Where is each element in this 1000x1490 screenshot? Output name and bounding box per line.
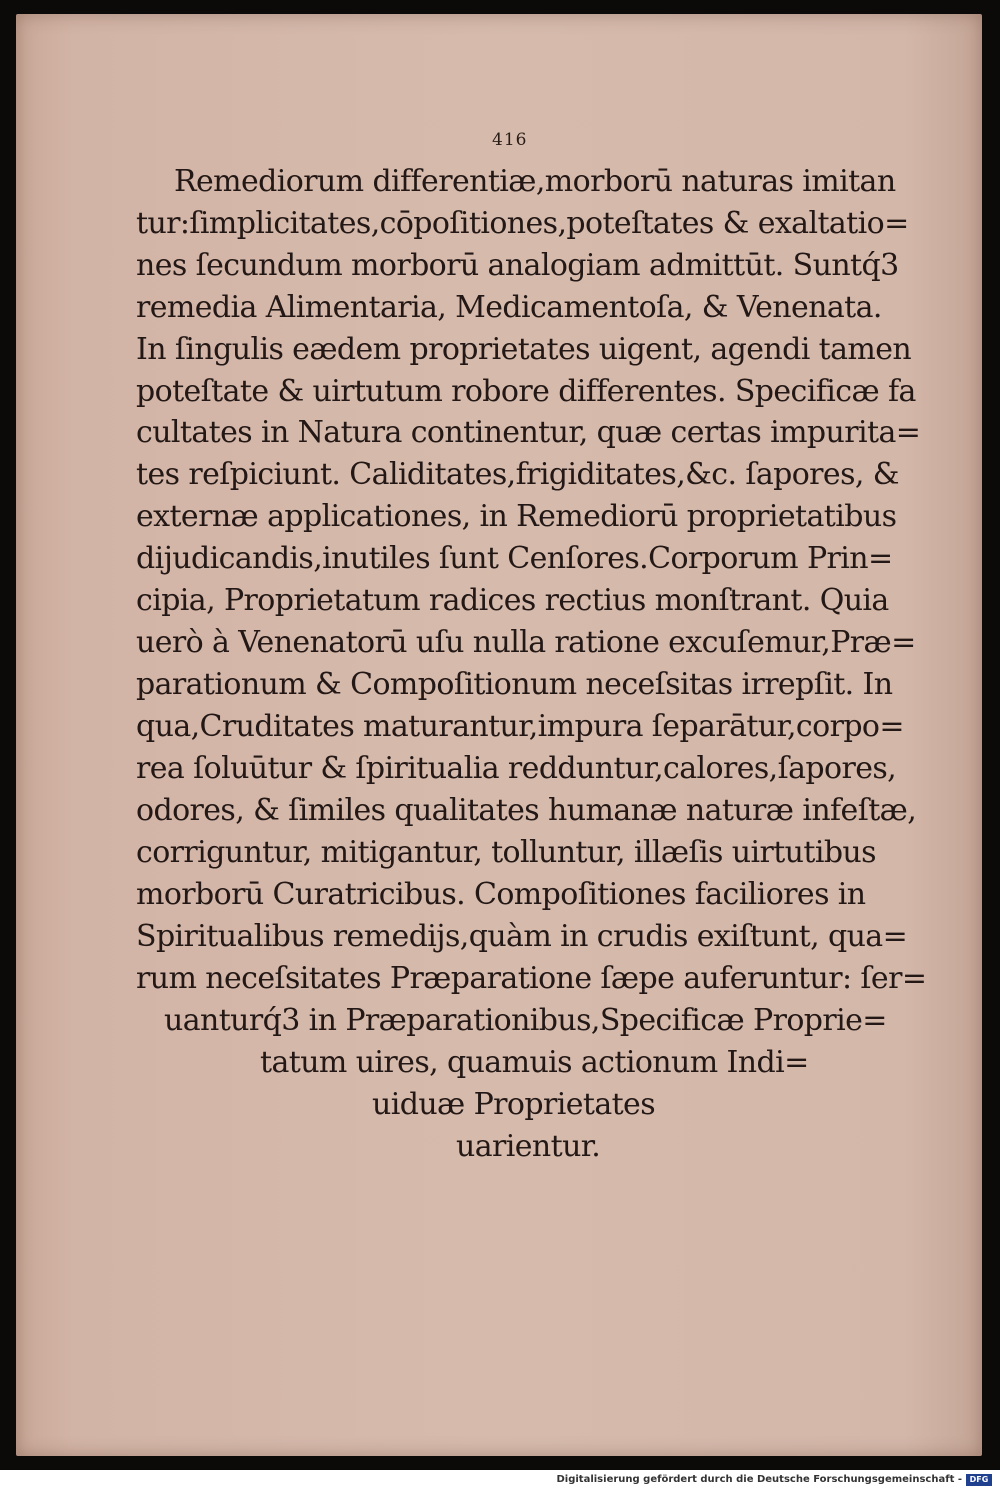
- text-line: uerò à Venenatorū uſu nulla ratione excuſemur,Præ=: [136, 625, 916, 660]
- text-line: uiduæ Proprietates: [372, 1087, 656, 1122]
- text-line: rea ſoluūtur & ſpiritualia redduntur,calores,ſapores,: [136, 751, 897, 786]
- page-number: 416: [492, 130, 528, 150]
- text-line: dijudicandis,inutiles ſunt Cenſores.Corporum Prin=: [136, 541, 893, 576]
- text-line: cipia, Proprietatum radices rectius monſtrant. Quia: [136, 583, 889, 618]
- dfg-logo: DFG: [966, 1474, 992, 1486]
- text-line: remedia Alimentaria, Medicamentoſa, & Venenata.: [136, 290, 882, 325]
- text-line: uarientur.: [456, 1129, 601, 1164]
- text-line: corriguntur, mitigantur, tolluntur, illæſis uirtutibus: [136, 835, 876, 870]
- text-line: tur:ſimplicitates,cōpoſitiones,poteſtates & exaltatio=: [136, 206, 909, 241]
- text-line: tatum uires, quamuis actionum Indi=: [260, 1045, 809, 1080]
- text-line: poteſtate & uirtutum robore differentes. Specificæ fa: [136, 374, 916, 409]
- text-line: In ſingulis eædem proprietates uigent, agendi tamen: [136, 332, 912, 367]
- text-line: externæ applicationes, in Remediorū proprietatibus: [136, 499, 897, 534]
- text-line: parationum & Compoſitionum neceſsitas irrepſit. In: [136, 667, 893, 702]
- text-line: qua,Cruditates maturantur,impura ſeparātur,corpo=: [136, 709, 904, 744]
- text-line: uanturq́3 in Præparationibus,Specificæ Proprie=: [164, 1003, 887, 1038]
- footer-bar: [0, 1470, 1000, 1490]
- text-line: cultates in Natura continentur, quæ certas impurita=: [136, 415, 921, 450]
- text-line: Remediorum differentiæ,morborū naturas imitan: [174, 164, 896, 199]
- text-line: morborū Curatricibus. Compoſitiones faciliores in: [136, 877, 866, 912]
- book-page: [16, 14, 982, 1456]
- text-line: rum neceſsitates Præparatione ſæpe auferuntur: ſer=: [136, 961, 927, 996]
- text-line: tes reſpiciunt. Caliditates,frigiditates,&c. ſapores, &: [136, 457, 899, 492]
- text-line: odores, & ſimiles qualitates humanæ naturæ infeſtæ,: [136, 793, 917, 828]
- funding-notice: Digitalisierung gefördert durch die Deutsche Forschungsgemeinschaft -: [556, 1474, 962, 1485]
- text-line: Spiritualibus remedijs,quàm in crudis exiſtunt, qua=: [136, 919, 908, 954]
- text-line: nes ſecundum morborū analogiam admittūt. Suntq́3: [136, 248, 899, 283]
